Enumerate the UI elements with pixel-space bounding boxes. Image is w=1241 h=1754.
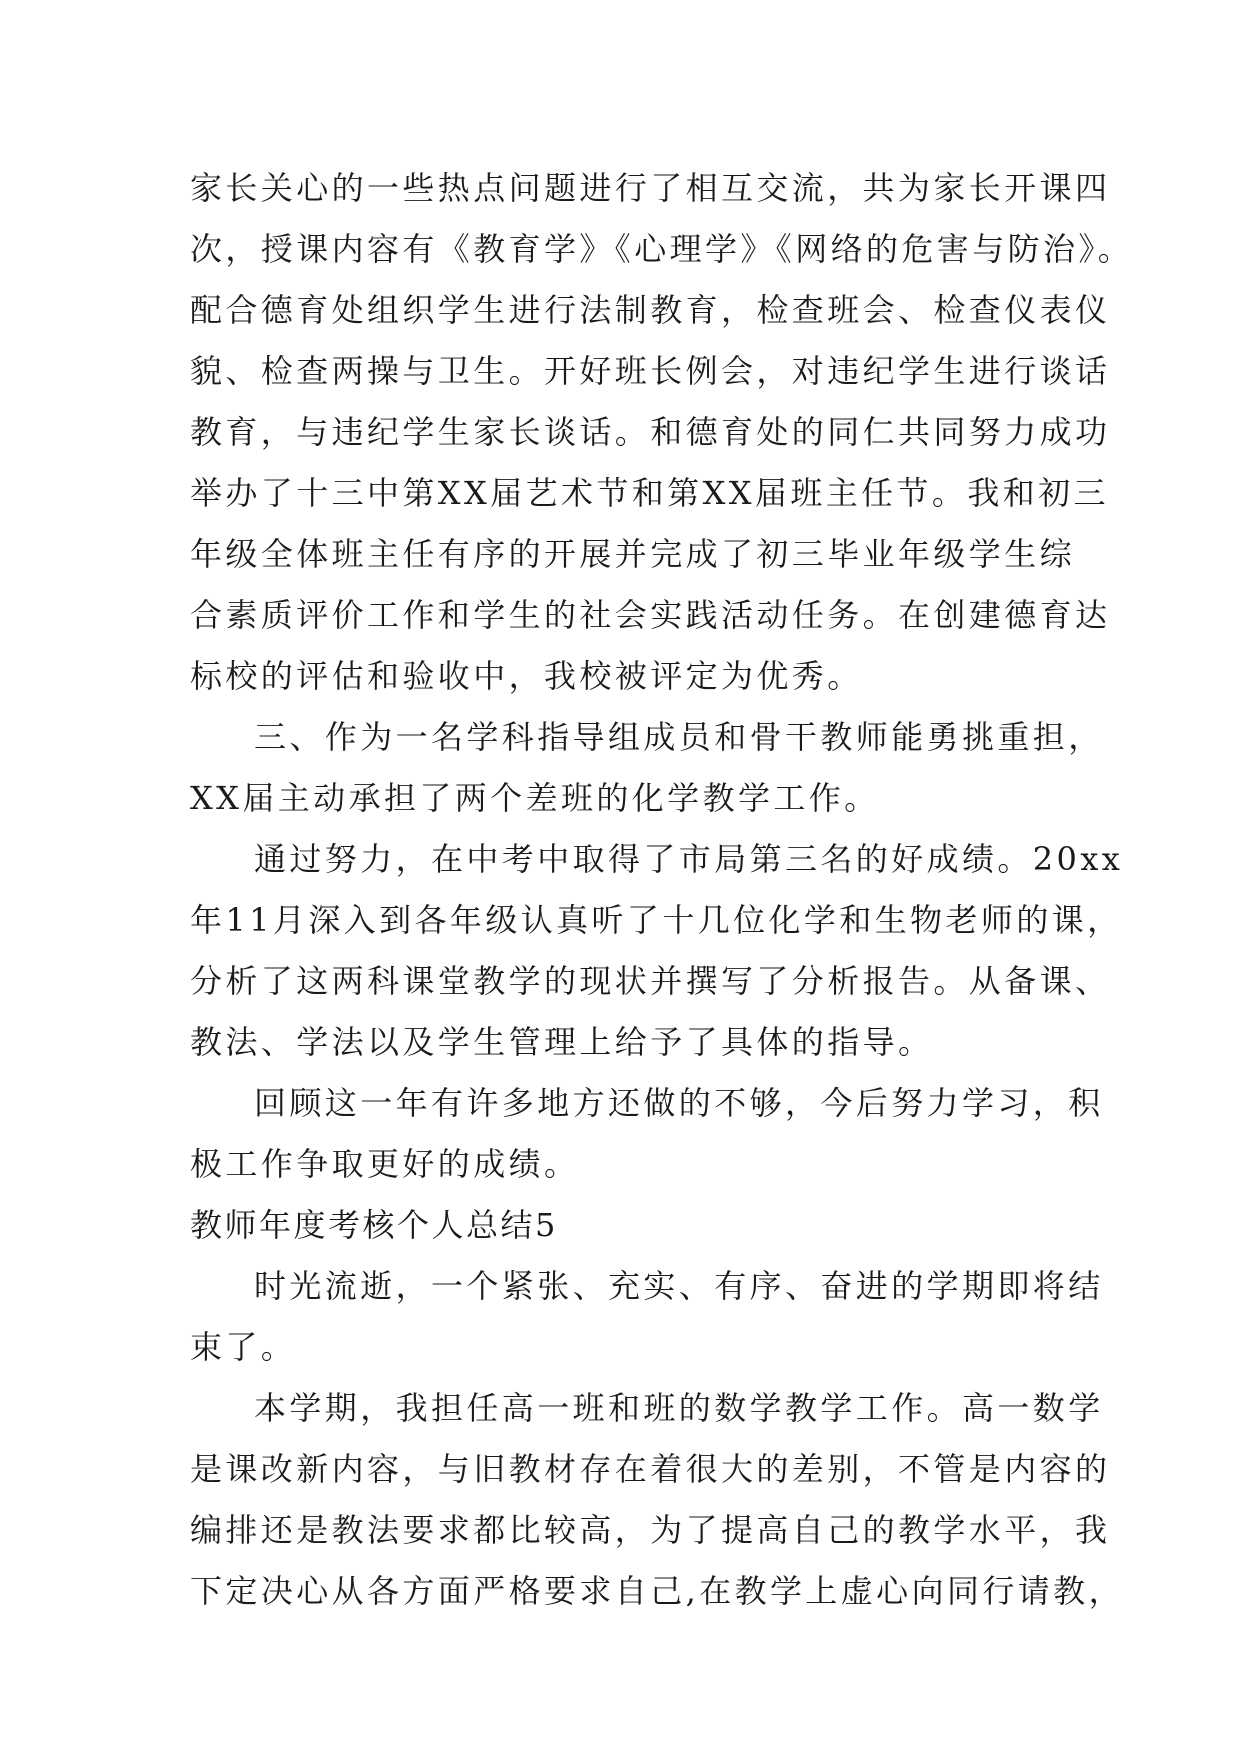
text-line: 教育，与违纪学生家长谈话。和德育处的同仁共同努力成功: [190, 413, 1111, 451]
text-line: 是课改新内容，与旧教材存在着很大的差别，不管是内容的: [190, 1450, 1111, 1488]
text-line: 貌、检查两操与卫生。开好班长例会，对违纪学生进行谈话: [190, 352, 1111, 390]
text-line: 编排还是教法要求都比较高，为了提高自己的教学水平，我: [190, 1511, 1111, 1549]
text-line: 合素质评价工作和学生的社会实践活动任务。在创建德育达: [190, 596, 1111, 634]
paragraph-first-line: 三、作为一名学科指导组成员和骨干教师能勇挑重担，: [254, 718, 1104, 756]
text-line: 标校的评估和验收中，我校被评定为优秀。: [190, 657, 863, 695]
text-line: XX届主动承担了两个差班的化学教学工作。: [190, 779, 880, 817]
text-line: 教法、学法以及学生管理上给予了具体的指导。: [190, 1023, 934, 1061]
text-line: 下定决心从各方面严格要求自己,在教学上虚心向同行请教，: [190, 1572, 1124, 1610]
text-line: 年级全体班主任有序的开展并完成了初三毕业年级学生综: [190, 535, 1076, 573]
text-line: 举办了十三中第XX届艺术节和第XX届班主任节。我和初三: [190, 474, 1109, 512]
document-body: [190, 158, 1134, 1622]
text-line: 分析了这两科课堂教学的现状并撰写了分析报告。从备课、: [190, 962, 1111, 1000]
paragraph-first-line: 回顾这一年有许多地方还做的不够，今后努力学习，积: [254, 1084, 1104, 1122]
paragraph-first-line: 通过努力，在中考中取得了市局第三名的好成绩。20xx: [254, 840, 1124, 878]
text-line: 家长关心的一些热点问题进行了相互交流，共为家长开课四: [190, 169, 1111, 207]
paragraph-first-line: 时光流逝，一个紧张、充实、有序、奋进的学期即将结: [254, 1267, 1104, 1305]
section-heading: 教师年度考核个人总结5: [190, 1206, 558, 1244]
text-line: 次，授课内容有《教育学》《心理学》《网络的危害与防治》。: [190, 230, 1134, 268]
text-line: 束了。: [190, 1328, 297, 1366]
text-line: 极工作争取更好的成绩。: [190, 1145, 580, 1183]
text-line: 配合德育处组织学生进行法制教育，检查班会、检查仪表仪: [190, 291, 1111, 329]
text-line: 年11月深入到各年级认真听了十几位化学和生物老师的课，: [190, 901, 1123, 939]
paragraph-first-line: 本学期，我担任高一班和班的数学教学工作。高一数学: [254, 1389, 1104, 1427]
